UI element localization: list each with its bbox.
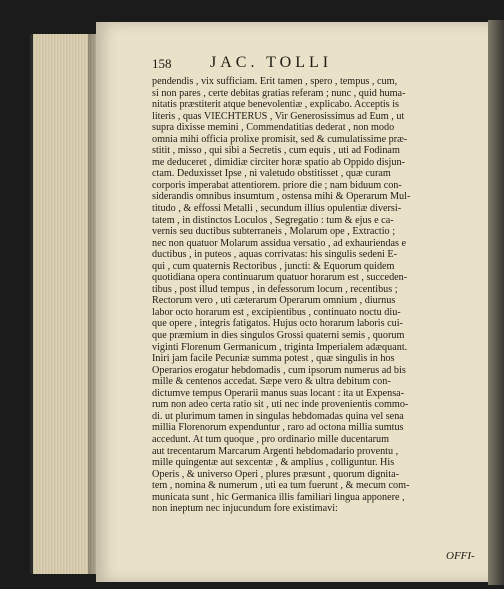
book-page <box>96 22 504 582</box>
text-line: Operarios erogatur hebdomadis , cum ipsorum numerus ad bis <box>152 364 406 376</box>
facing-page-edge <box>488 20 504 585</box>
text-line: accedunt. At tum quoque , pro ordinario mille ducentarum <box>152 433 390 445</box>
text-line: Iniri jam facile Pecuniæ summa potest , quæ singulis in hos <box>152 353 395 365</box>
text-line: que præmium in dies singulos Grossi quaterni semis , quorum <box>152 330 405 342</box>
text-line: millia Florenorum expenduntur , raro ad octona millia sumtus <box>152 422 404 434</box>
text-line: Operis , & universo Operi , plures præsunt , quorum dignita- <box>152 468 400 480</box>
text-line: supra dixisse memini , Commendatitias dederat , non modo <box>152 122 395 134</box>
page-number: 158 <box>152 56 172 71</box>
text-line: qui , cum quaternis Rectoribus , juncti: & Equorum quidem <box>152 260 395 272</box>
text-line: pendendis , vix sufficiam. Erit tamen , spero , tempus , cum, <box>152 76 398 87</box>
text-line: ductibus , in puteos , aquas corrivatas: his singulis sedeni E- <box>152 249 398 261</box>
text-line: mille & centenos accedat. Sæpe vero & ultra debitum con- <box>152 376 391 388</box>
text-line: di. ut plurimum tamen in singulas hebdomadas quina vel sena <box>152 410 404 422</box>
text-line: ctam. Deduxisset Ipse , ni valetudo obstitisset , quæ curam <box>152 168 391 180</box>
text-line: me deduceret , dimidiæ circiter horæ spatio ab Oppido disjun- <box>152 156 405 168</box>
open-book <box>30 22 504 582</box>
text-line: literis , quas VIECHTERUS , Vir Generosissimus ad Eum , ut <box>152 110 405 122</box>
text-line: siderandis omnibus insumtum , ostensa mihi & Operarum Mul- <box>152 191 411 203</box>
text-line: rum non adeo certa ratio sit , uti nec inde provenientis commo- <box>152 399 409 411</box>
catchword: OFFI- <box>446 550 475 562</box>
text-line: viginti Florenum Germanicum , triginta Imperialem adæquant. <box>152 341 408 353</box>
text-line: non ineptum nec injucundum fore existimavi: <box>152 503 338 515</box>
text-line: tibus , post illud tempus , in defessorum locum , recentibus ; <box>152 283 398 295</box>
text-line: titudo , & effossi Metalli , secundum illius opulentiæ diversi- <box>152 203 402 215</box>
running-head: JAC. TOLLI <box>210 54 333 71</box>
text-line: omnia mihi officia prolixe promisit, sed & cumulatissime præ- <box>152 133 408 145</box>
text-line: labor octo horarum est , excipientibus , continuato noctu diu- <box>152 306 401 318</box>
text-line: si non pares , certe debitas gratias referam ; nunc , quid huma- <box>152 87 406 99</box>
text-line: que opere , integris fatigatos. Hujus octo horarum laboris cui- <box>152 318 403 330</box>
body-text <box>152 76 504 515</box>
text-line: mille quingentæ aut sexcentæ , & amplius , colliguntur. His <box>152 457 395 469</box>
text-line: quotidiana opera continuarum quatuor horarum est , succeden- <box>152 272 408 284</box>
text-line: nec non quatuor Molarum assidua versatio , ad exhauriendas e <box>152 237 407 249</box>
text-line: Rectorum vero , uti cæterarum Operarum omnium , diurnus <box>152 295 396 307</box>
text-line: tatem , in distinctos Loculos , Segregatio : tum & ejus e ca- <box>152 214 394 226</box>
text-line: tem , nomina & numerum , uti ea tum fuerunt , & mecum com- <box>152 480 410 492</box>
text-line: aut trecentarum Marcarum Argenti hebdomadario proventu , <box>152 445 399 457</box>
text-line: nitatis præstiterit atque benevolentiæ , explicabo. Acceptis is <box>152 99 399 111</box>
page-header <box>152 54 472 72</box>
text-line: municata sunt , hic Germanica illis familiari lingua apponere , <box>152 491 405 503</box>
text-line: dictumve tempus Operarii manus suas locant : ita ut Expensa- <box>152 387 405 399</box>
text-line: corporis imperabat attentiorem. priore die ; nam biduum con- <box>152 179 402 191</box>
text-line: vernis seu ductibus subterraneis , Molarum ope , Extractio ; <box>152 226 396 238</box>
text-line: stitit , misso , qui sibi a Secretis , cum equis , uti ad Fodinam <box>152 145 400 157</box>
